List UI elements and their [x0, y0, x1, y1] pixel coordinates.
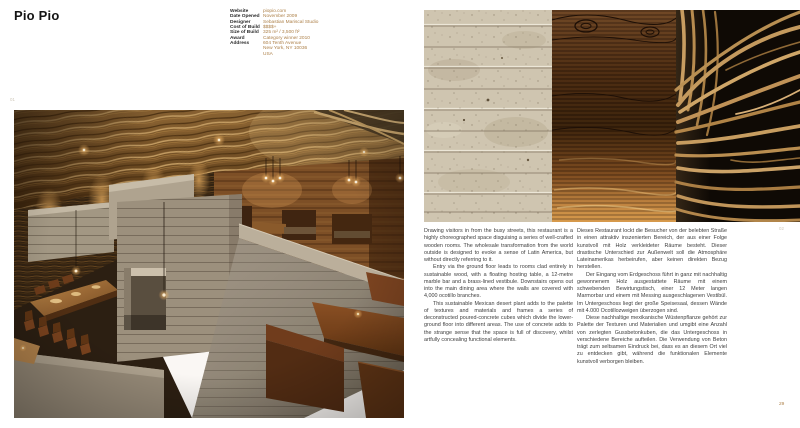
metadata-label: Size of Build: [230, 30, 259, 36]
english-paragraph: Drawing visitors in from the busy streets, this restaurant is a highly choreographed space disguising a series of well-crafted wooden rooms. The wholesale transformation from the world outside is designed to evoke a sense of Latin America, but without directly referring to it.: [424, 228, 573, 263]
english-paragraph: Entry via the ground floor leads to rooms clad entirely in sustainable wood, with a floating hosting table, a 12-metre marble bar and a brass-lined vestibule. Downstairs opens out into the main dining area where the walls are covered with 4,000 ocotillo branches.: [424, 264, 573, 300]
metadata-value: Sebastian Mariscal Studio: [263, 19, 319, 25]
project-metadata: [230, 9, 360, 57]
metadata-value: New York, NY 10036: [263, 46, 308, 52]
metadata-label: Date Opened: [230, 14, 260, 20]
texture-strip-concrete: [424, 10, 552, 222]
metadata-value: November 2009: [263, 14, 298, 20]
german-paragraph: Der Eingang vom Erdgeschoss führt in ganz mit nachhaltig gewonnenem Holz ausgestattete Räume mit einem schwebenden Bewirtungstisch, einer 12 Meter langen Marmorbar und einem mit Messing ausgeschlagenen Vestibül. Im Untergeschoss liegt der große Speisesaal, dessen Wände mit 4.000 Ocotillozweigen überzogen sind.: [577, 271, 727, 314]
metadata-row: [230, 52, 360, 57]
metadata-label: Cost of Build: [230, 25, 260, 31]
metadata-label: Address: [230, 41, 250, 47]
vignette-overlay: [14, 110, 404, 418]
material-texture-strips: [424, 10, 800, 222]
metadata-label: Designer: [230, 19, 251, 25]
metadata-label: [230, 52, 263, 57]
page-number: 29: [779, 402, 785, 407]
figure-number-right: 02: [779, 226, 784, 231]
texture-strip-dark-wood: [552, 10, 678, 222]
metadata-value: $$$$+: [263, 25, 277, 31]
texture-strip-ocotillo: [676, 10, 800, 222]
metadata-label: Award: [230, 35, 245, 41]
page-title: Pio Pio: [14, 8, 60, 23]
figure-number-left: 01: [10, 97, 15, 102]
english-paragraph: This sustainable Mexican desert plant adds to the palette of textures and materials and frames a series of deconstructed poured-concrete cubes which divide the lower-ground floor into different areas. The use of concrete adds to the strange sense that the space is full of discovery, whilst artfully concealing functional elements.: [424, 300, 573, 343]
metadata-value: piopio.com: [263, 9, 287, 14]
german-paragraph: Dieses Restaurant lockt die Besucher von der belebten Straße in einen attraktiv inszenierten Bereich, der aus einer Folge kunstvoll mit Holz verkleideter Räume besteht. Dieser drastische Unterschied zur Außenwelt soll die Atmosphäre Lateinamerikas herbeirufen, aber keinen direkten Bezug herstellen.: [577, 228, 727, 271]
main-restaurant-photo: [14, 110, 404, 418]
metadata-label: Website: [230, 9, 249, 14]
german-paragraph: Diese nachhaltige mexikanische Wüstenpflanze gehört zur Palette der Texturen und Materialien und umgibt eine Anzahl von zerlegten Gussbetonkuben, die das Untergeschoss in verschiedene Bereiche aufteilen. Die Verwendung von Beton trägt zum seltsamen Eindruck bei, dass es an diesem Ort viel zu entdecken gibt, während die funktionalen Elemente kunstvoll verborgen bleiben.: [577, 315, 727, 365]
article-german-column: [577, 228, 727, 366]
metadata-value: 325 m² / 3,500 ft²: [263, 30, 300, 36]
metadata-value: Category winner 2010: [263, 35, 310, 41]
texture-strips-illustration: [424, 10, 800, 222]
metadata-value: 604 Tenth Avenue: [263, 41, 302, 47]
article-english-column: [424, 228, 573, 344]
restaurant-interior-illustration: [14, 110, 404, 418]
metadata-value: USA: [263, 51, 273, 57]
